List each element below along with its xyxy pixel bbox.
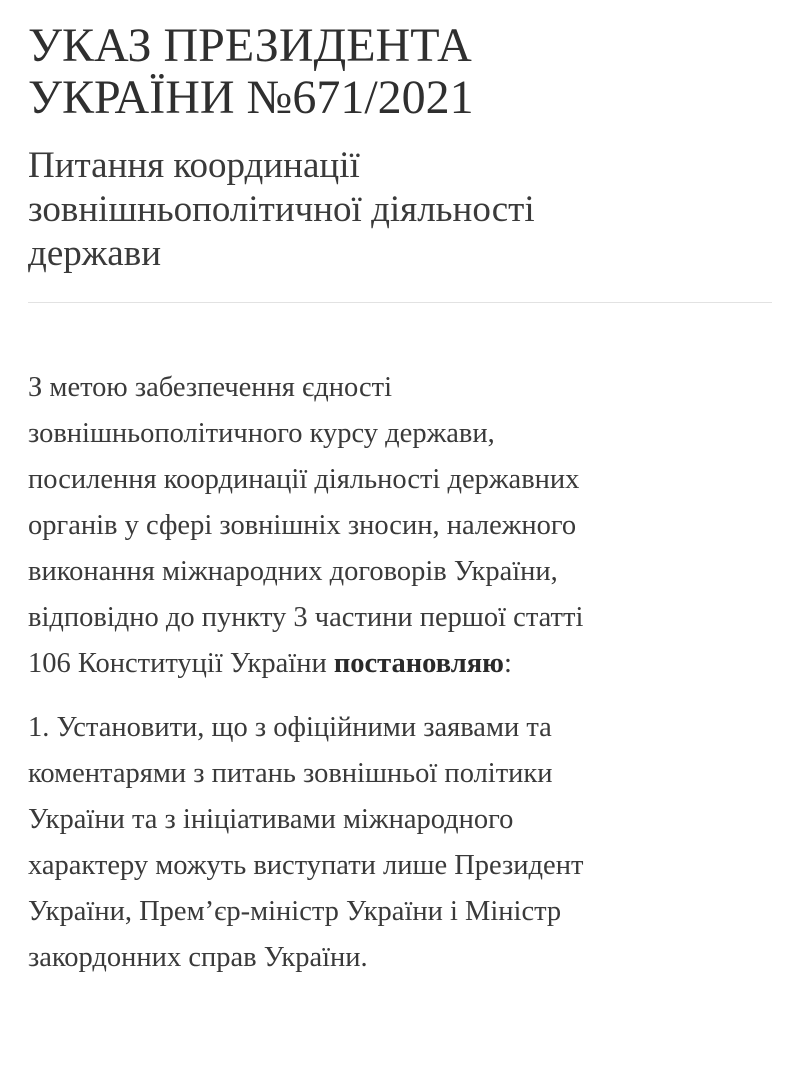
article-1-line-1: 1. Установити, що з офіційними заявами та bbox=[28, 712, 552, 743]
article-1-line-4: характеру можуть виступати лише Президент bbox=[28, 850, 584, 881]
preamble-line-3: посилення координації діяльності державних bbox=[28, 464, 580, 495]
preamble-line-5: виконання міжнародних договорів України, bbox=[28, 556, 558, 587]
article-1-line-5: України, Прем’єр-міністр України і Міністр bbox=[28, 896, 562, 927]
article-1-line-3: України та з ініціативами міжнародного bbox=[28, 804, 514, 835]
decree-title-line-2: УКРАЇНИ №671/2021 bbox=[28, 71, 474, 124]
preamble-line-4: органів у сфері зовнішніх зносин, належного bbox=[28, 510, 577, 541]
article-1-line-6: закордонних справ України. bbox=[28, 942, 368, 973]
preamble-last-suffix: : bbox=[503, 648, 512, 679]
article-1-line-2: коментарями з питань зовнішньої політики bbox=[28, 758, 553, 789]
preamble-last-prefix: 106 Конституції України bbox=[28, 648, 334, 679]
decree-title-line-1: УКАЗ ПРЕЗИДЕНТА bbox=[28, 19, 472, 72]
divider bbox=[28, 302, 772, 303]
preamble-line-7 bbox=[28, 641, 772, 687]
decree-subtitle-line-1: Питання координації bbox=[28, 145, 360, 186]
decree-title bbox=[28, 20, 772, 124]
decree-subtitle-line-2: зовнішньополітичної діяльності bbox=[28, 189, 535, 230]
preamble-line-1: З метою забезпечення єдності bbox=[28, 372, 393, 403]
document-page bbox=[28, 20, 772, 981]
preamble-line-2: зовнішньополітичного курсу держави, bbox=[28, 418, 495, 449]
preamble-paragraph bbox=[28, 365, 772, 687]
article-1-paragraph bbox=[28, 705, 772, 981]
decree-keyword: постановляю bbox=[333, 648, 504, 679]
decree-subtitle bbox=[28, 144, 772, 276]
preamble-line-6: відповідно до пункту 3 частини першої статті bbox=[28, 602, 584, 633]
decree-subtitle-line-3: держави bbox=[28, 233, 162, 274]
